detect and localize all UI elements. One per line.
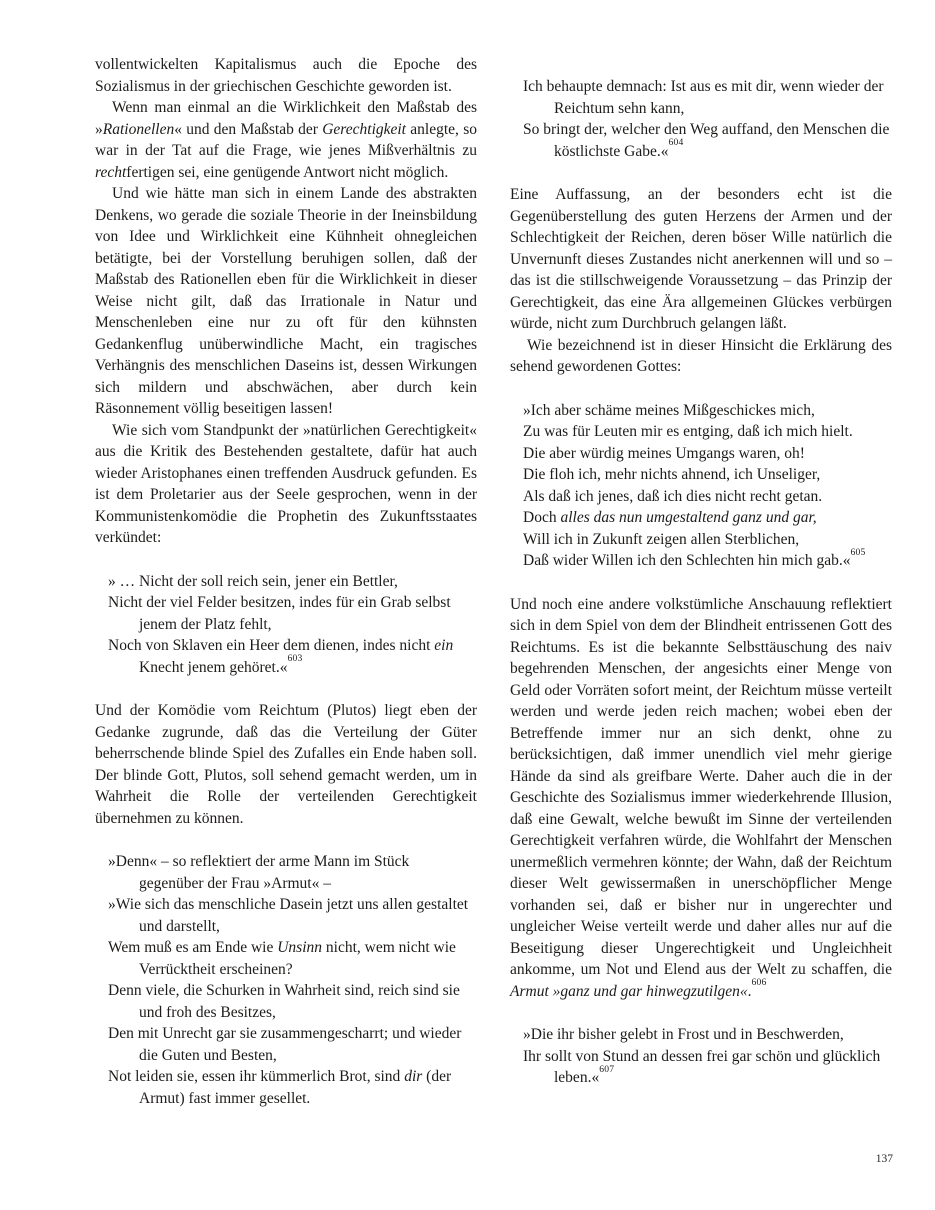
verse-block [95, 571, 477, 679]
verse-line [523, 507, 892, 529]
footnote-marker: 604 [668, 137, 684, 149]
verse-line [523, 421, 892, 443]
paragraph [95, 183, 477, 420]
text-run: Ich behaupte demnach: Ist aus es mit dir, wenn wieder der Reichtum sehn kann, [523, 78, 884, 117]
text-run: . [747, 982, 752, 1000]
paragraph [95, 97, 477, 183]
text-run: Und der Komödie vom Reichtum (Plutos) liegt eben der Gedanke zugrunde, daß das die Verteilung der Güter beherrschende blinde Spiel des Zufalles ein Ende haben soll. Der blinde Gott, Plutos, soll sehend gemacht werden, um in Wahrheit die Rolle der verteilenden Gerechtigkeit übernehmen zu können. [95, 702, 477, 827]
text-run: Doch [523, 509, 561, 526]
text-run: »Die ihr bisher gelebt in Frost und in Beschwerden, [523, 1026, 844, 1043]
text-run: »Denn« – so reflektiert der arme Mann im Stück gegenüber der Frau »Armut« – [108, 853, 410, 892]
verse-line [108, 980, 477, 1023]
text-run: Denn viele, die Schurken in Wahrheit sind, reich sind sie und froh des Besitzes, [108, 982, 460, 1021]
text-run: nicht, wem nicht wie Verrücktheit erscheinen? [139, 939, 456, 978]
verse-line [108, 851, 477, 894]
text-run: » … Nicht der soll reich sein, jener ein Bettler, [108, 572, 398, 590]
verse-line [108, 592, 477, 635]
verse-line [108, 571, 477, 593]
text-run: Als daß ich jenes, daß ich dies nicht recht getan. [523, 487, 823, 505]
text-run: Wie bezeichnend ist in dieser Hinsicht die Erklärung des sehend gewordenen Gottes: [510, 336, 892, 375]
verse-line [108, 1023, 477, 1066]
footnote-marker: 607 [599, 1063, 615, 1075]
text-run: fertigen sei, eine genügende Antwort nicht möglich. [126, 163, 449, 181]
text-run: Die floh ich, mehr nichts ahnend, ich Unseliger, [523, 466, 821, 483]
text-run: So bringt der, welcher den Weg auffand, den Menschen die köstlichste Gabe.« [523, 121, 890, 160]
verse-line [523, 443, 892, 465]
verse-line [108, 894, 477, 937]
italic-text: Unsinn [277, 939, 323, 956]
text-run: Den mit Unrecht gar sie zusammengescharrt; und wieder die Guten und Besten, [108, 1025, 462, 1064]
column-right [510, 54, 892, 1131]
text-run: Knecht jenem gehöret.« [139, 658, 288, 676]
paragraph [510, 184, 892, 335]
text-run: Wenn man einmal an die Wirklichkeit den Maßstab des » [95, 99, 477, 138]
text-run: Ihr sollt von Stund an dessen frei gar schön und glücklich leben.« [523, 1047, 881, 1086]
verse-line [108, 937, 477, 980]
verse-block [510, 76, 892, 162]
italic-text: ein [434, 637, 454, 654]
verse-line [523, 464, 892, 486]
verse-line [523, 119, 892, 162]
text-run: Zu was für Leuten mir es entging, daß ich mich hielt. [523, 423, 853, 440]
text-run: anlegte, so war in der Tat auf die Frage, wie jenes Mißverhältnis zu [95, 120, 477, 159]
verse-line [523, 529, 892, 551]
verse-line [523, 1046, 892, 1089]
verse-line [523, 486, 892, 508]
italic-text: Armut »ganz und gar hinwegzutilgen« [510, 982, 748, 1000]
verse-line [108, 1066, 477, 1109]
text-run: Nicht der viel Felder besitzen, indes für ein Grab selbst jenem der Platz fehlt, [108, 594, 451, 633]
paragraph [95, 54, 477, 97]
verse-line [523, 1024, 892, 1046]
paragraph [510, 335, 892, 378]
text-run: Und wie hätte man sich in einem Lande des abstrakten Denkens, wo gerade die soziale Theorie in der Ineinsbildung von Idee und Wirklichkeit eine Kühnheit ohnegleichen betätigte, bei der Vorstellung beruhigen sollen, daß der Maßstab des Rationellen eben für die Wirklichkeit in dieser Weise nicht gilt, daß das Irrationale in Natur und Menschenleben eine nur zu oft für den kühnsten Gedankenflug unüberwindliche Macht, ein tragisches Verhängnis des menschlichen Daseins ist, dessen Wirkungen sich mildern und abschwächen, aber durch kein Räsonnement völlig beseitigen lassen! [95, 185, 477, 417]
paragraph [95, 420, 477, 549]
footnote-marker: 605 [850, 546, 866, 558]
text-run: Noch von Sklaven ein Heer dem dienen, indes nicht [108, 637, 435, 654]
verse-line [523, 76, 892, 119]
italic-text: dir [404, 1068, 423, 1085]
verse-block [95, 851, 477, 1109]
verse-line [108, 635, 477, 678]
text-run: vollentwickelten Kapitalismus auch die Epoche des Sozialismus in der griechischen Geschichte geworden ist. [95, 56, 477, 95]
verse-line [523, 400, 892, 422]
italic-text: Gerechtigkeit [322, 120, 406, 138]
column-left [95, 54, 477, 1131]
verse-block [510, 400, 892, 572]
text-run: Eine Auffassung, an der besonders echt ist die Gegenüberstellung des guten Herzens der Armen und der Schlechtigkeit der Reichen, deren böser Wille natürlich die Unvernunft dieses Zustandes nicht anerkennen will und so – das ist die stillschweigende Voraussetzung – das Prinzip der Gerechtigkeit, das eine Ära allgemeinen Glückes verbürgen würde, nicht zum Durchbruch gelangen läßt. [510, 186, 892, 332]
page-number: 137 [875, 1153, 893, 1165]
text-run: (der Armut) fast immer gesellet. [139, 1068, 452, 1107]
text-run: Wem muß es am Ende wie [108, 939, 278, 956]
paragraph [95, 700, 477, 829]
text-run: « und den Maßstab der [174, 120, 323, 138]
text-run: Will ich in Zukunft zeigen allen Sterblichen, [523, 530, 800, 548]
italic-text: recht [95, 163, 127, 181]
text-run: »Wie sich das menschliche Dasein jetzt uns allen gestaltet und darstellt, [108, 896, 469, 935]
text-run: »Ich aber schäme meines Mißgeschickes mich, [523, 401, 815, 419]
text-run: Wie sich vom Standpunkt der »natürlichen Gerechtigkeit« aus die Kritik des Bestehenden gestaltete, dafür hat auch wieder Aristophanes einen treffenden Ausdruck gefunden. Es ist dem Proletarier aus der Seele gesprochen, wenn in der Kommunistenkomödie die Prophetin des Zukunftsstaates verkündet: [95, 421, 477, 546]
italic-text: Rationellen [102, 120, 175, 138]
text-run: Not leiden sie, essen ihr kümmerlich Brot, sind [108, 1068, 405, 1085]
text-run: Daß wider Willen ich den Schlechten hin mich gab.« [523, 552, 851, 569]
italic-text: alles das nun umgestaltend ganz und gar, [560, 509, 817, 526]
verse-block [510, 1024, 892, 1089]
text-run: Die aber würdig meines Umgangs waren, oh! [523, 444, 805, 462]
verse-line [523, 546, 892, 572]
text-run: Und noch eine andere volkstümliche Anschauung reflektiert sich in dem Spiel von dem der Blindheit entrissenen Gott des Reichtums. Es ist die bekannte Selbsttäuschung des naiv begehrenden Menschen, der angesichts einer Menge von Geld oder Vorräten sofort meint, der Reichtum müsse verteilt werden und werde jeden reich machen; wobei eben der Betreffende immer nur an sich denkt, ohne zu berücksichtigen, daß immer unendlich viel mehr gierige Hände da sind als greifbare Werte. Daher auch die in der Geschichte des Sozialismus immer wiederkehrende Illusion, daß eine Gewalt, welche bewußt im Sinne der verteilenden Gerechtigkeit verfahren würde, die Wohlfahrt der Menschen unermeßlich vermehren könnte; der Wahn, daß der Reichtum dieser Welt gewissermaßen in unerschöpflicher Menge vorhanden sei, daß er bisher nur in ungerechter und ungleicher Weise verteilt werde und daher alles nur auf die Beseitigung dieser Ungerechtigkeit und Ungleichheit ankomme, um Not und Elend aus der Welt zu schaffen, die [510, 595, 892, 978]
footnote-marker: 603 [287, 653, 303, 665]
footnote-marker: 606 [751, 977, 767, 989]
paragraph [510, 594, 892, 1003]
